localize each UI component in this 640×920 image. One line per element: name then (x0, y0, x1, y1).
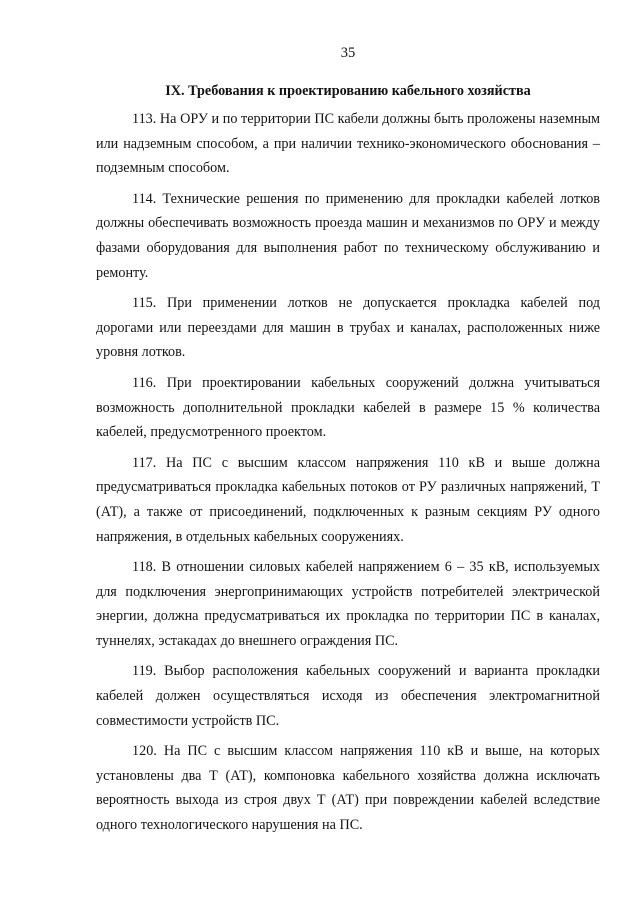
paragraph-120: 120. На ПС с высшим классом напряжения 110 кВ и выше, на которых установлены два Т (АТ), компоновка кабельного хозяйства должна исключать вероятность выхода из строя двух Т (АТ) при повреждении кабелей вследствие одного технологического нарушения на ПС. (96, 743, 600, 834)
paragraph-113: 113. На ОРУ и по территории ПС кабели должны быть проложены наземным или надземным способом, а при наличии технико-экономического обоснования – подземным способом. (96, 111, 600, 177)
paragraph-118: 118. В отношении силовых кабелей напряжением 6 – 35 кВ, используемых для подключения энергопринимающих устройств потребителей электрической энергии, должна предусматриваться их прокладка по территории ПС в каналах, туннелях, эстакадах до внешнего ограждения ПС. (96, 559, 600, 649)
paragraph-116: 116. При проектировании кабельных сооружений должна учитываться возможность дополнительной прокладки кабелей в размере 15 % количества кабелей, предусмотренного проектом. (96, 374, 600, 441)
paragraph-119: 119. Выбор расположения кабельных сооружений и варианта прокладки кабелей должен осуществляться исходя из обеспечения электромагнитной совместимости устройств ПС. (96, 663, 600, 729)
paragraph-115: 115. При применении лотков не допускается прокладка кабелей под дорогами или переездами для машин в трубах и каналах, расположенных ниже уровня лотков. (96, 295, 600, 361)
paragraph-114: 114. Технические решения по применению для прокладки кабелей лотков должны обеспечивать возможность проезда машин и механизмов по ОРУ и между фазами оборудования для выполнения работ по техническому обслуживанию и ремонту. (96, 190, 600, 281)
section-title: IX. Требования к проектированию кабельного хозяйства (165, 83, 531, 99)
page-number: 35 (340, 45, 356, 61)
paragraph-117: 117. На ПС с высшим классом напряжения 110 кВ и выше должна предусматриваться прокладка кабельных потоков от РУ различных напряжений, Т (АТ), а также от присоединений, подключенных к разным секциям РУ одного напряжения, в отдельных кабельных сооружениях. (96, 454, 600, 545)
